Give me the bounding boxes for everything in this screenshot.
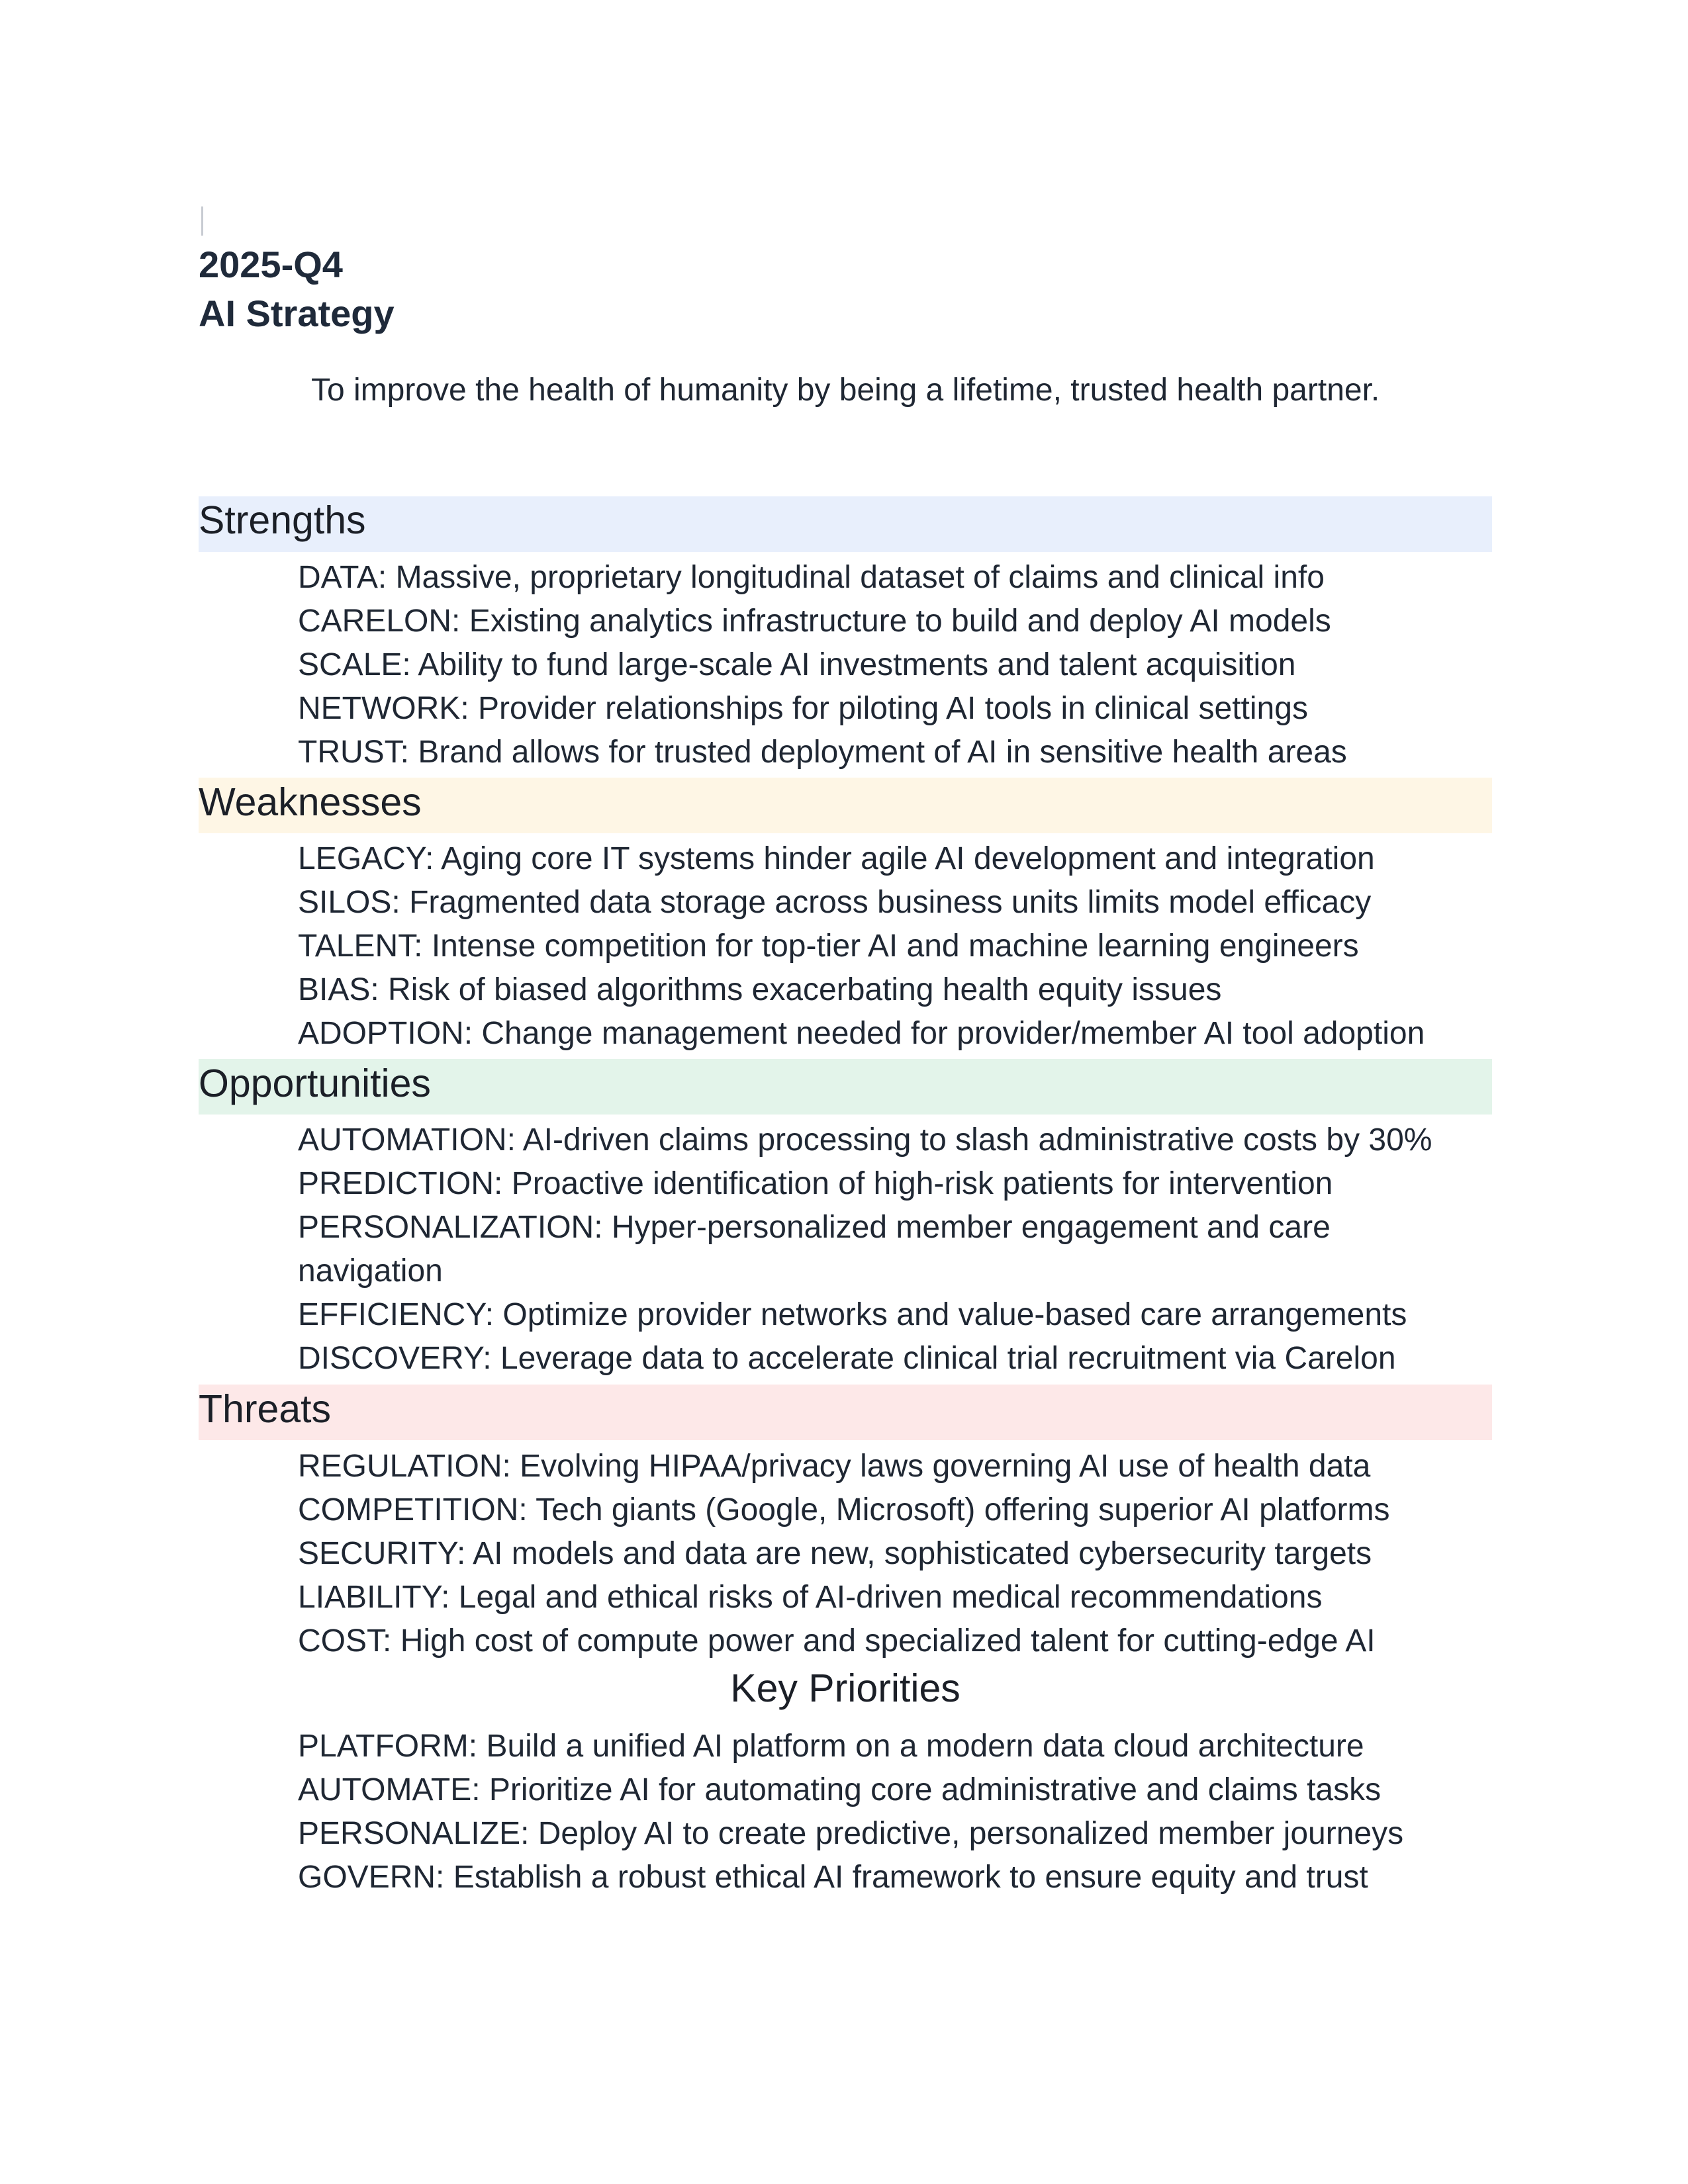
list-item: PLATFORM: Build a unified AI platform on a modern data cloud architecture [298,1729,1364,1764]
strengths-list [298,556,1492,774]
list-item: COST: High cost of compute power and specialized talent for cutting-edge AI [298,1623,1376,1659]
threats-header-bar [199,1385,1492,1440]
document-title-heading: AI Strategy [199,293,395,334]
list-item: AUTOMATION: AI-driven claims processing to slash administrative costs by 30% [298,1122,1432,1158]
list-item: GOVERN: Establish a robust ethical AI framework to ensure equity and trust [298,1860,1368,1895]
key-priorities-title: Key Priorities [730,1666,961,1710]
list-item: BIAS: Risk of biased algorithms exacerbating health equity issues [298,972,1222,1007]
list-item: CARELON: Existing analytics infrastructure to build and deploy AI models [298,604,1331,639]
list-item: SILOS: Fragmented data storage across business units limits model efficacy [298,885,1372,920]
list-item: EFFICIENCY: Optimize provider networks and value-based care arrangements [298,1297,1407,1332]
list-item: NETWORK: Provider relationships for piloting AI tools in clinical settings [298,691,1308,726]
opportunities-list [298,1118,1483,1381]
list-item: REGULATION: Evolving HIPAA/privacy laws governing AI use of health data [298,1449,1371,1484]
list-item: PERSONALIZATION: Hyper-personalized member engagement and care navigation [298,1210,1331,1289]
list-item: SCALE: Ability to fund large-scale AI investments and talent acquisition [298,647,1296,682]
document-date-heading: 2025-Q4 [199,244,343,285]
list-item: AUTOMATE: Prioritize AI for automating core administrative and claims tasks [298,1772,1382,1807]
list-item: DATA: Massive, proprietary longitudinal dataset of claims and clinical info [298,560,1325,595]
weaknesses-title: Weaknesses [199,780,422,824]
list-item: DISCOVERY: Leverage data to accelerate clinical trial recruitment via Carelon [298,1341,1396,1376]
list-item: ADOPTION: Change management needed for provider/member AI tool adoption [298,1016,1425,1051]
threats-list [298,1445,1492,1663]
opportunities-title: Opportunities [199,1062,431,1105]
list-item: TRUST: Brand allows for trusted deployment of AI in sensitive health areas [298,735,1347,770]
list-item: SECURITY: AI models and data are new, sophisticated cybersecurity targets [298,1536,1372,1571]
list-item: PREDICTION: Proactive identification of high-risk patients for intervention [298,1166,1333,1201]
list-item: LEGACY: Aging core IT systems hinder agile AI development and integration [298,841,1375,876]
weaknesses-list [298,837,1492,1056]
mission-statement: To improve the health of humanity by being a lifetime, trusted health partner. [311,373,1380,408]
list-item: LIABILITY: Legal and ethical risks of AI-driven medical recommendations [298,1580,1323,1615]
strengths-title: Strengths [199,498,366,542]
threats-title: Threats [199,1387,332,1431]
text-cursor [201,206,203,236]
strengths-header-bar [199,496,1492,552]
key-priorities-list [298,1725,1492,1899]
list-item: PERSONALIZE: Deploy AI to create predictive, personalized member journeys [298,1816,1404,1851]
list-item: COMPETITION: Tech giants (Google, Microsoft) offering superior AI platforms [298,1492,1390,1527]
list-item: TALENT: Intense competition for top-tier AI and machine learning engineers [298,929,1359,964]
